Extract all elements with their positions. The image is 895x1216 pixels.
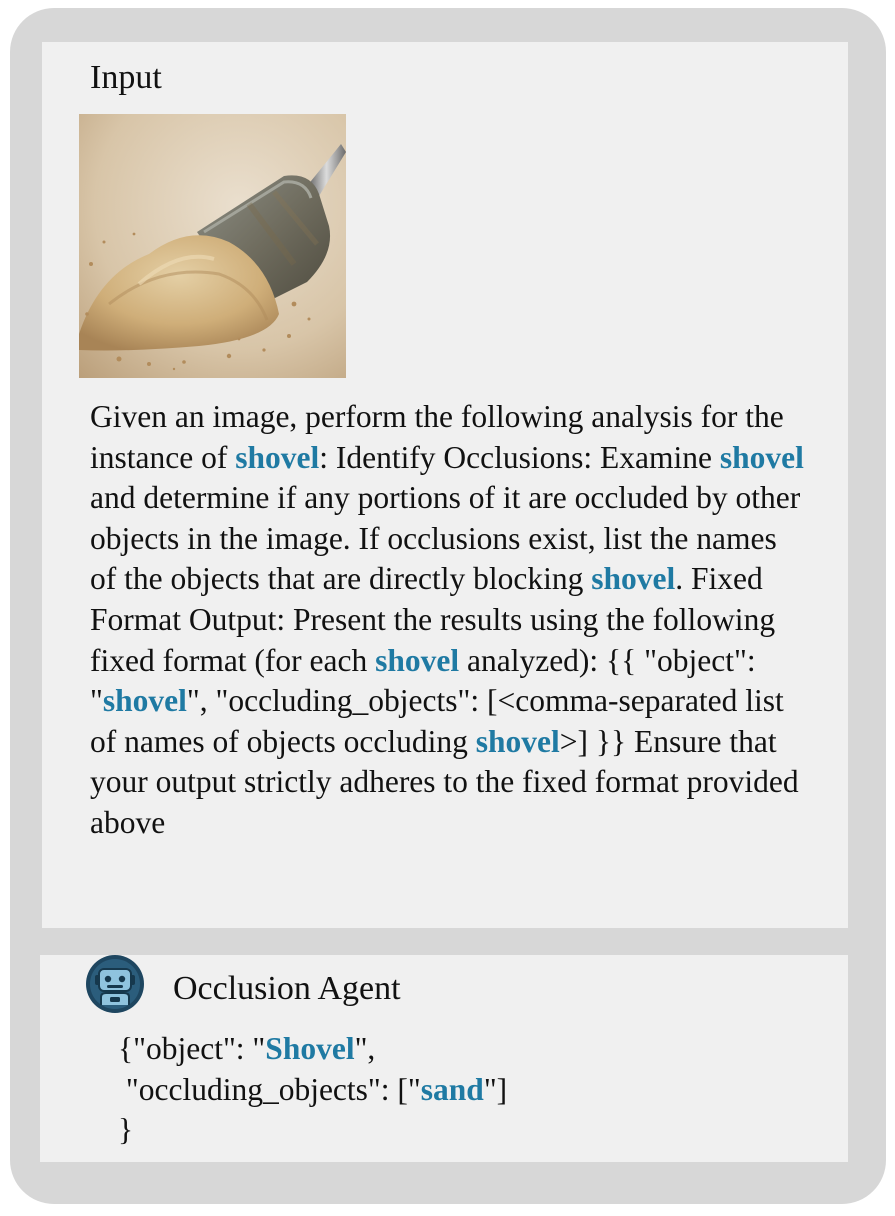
robot-icon: [86, 955, 144, 1013]
output-segment: "occluding_objects": [": [118, 1071, 421, 1107]
prompt-text: [90, 397, 810, 844]
output-line: [118, 1070, 507, 1111]
highlight-object-term: shovel: [475, 723, 560, 759]
prompt-segment: >] }} Ensure that your output strictly adheres to the fixed format provided above: [90, 723, 799, 840]
prompt-segment: analyzed): {{ "object": ": [90, 642, 756, 719]
highlight-object-term: shovel: [235, 439, 320, 475]
prompt-segment: ", "occluding_objects": [<comma-separated list of names of objects occluding: [90, 683, 784, 759]
agent-name: Occlusion Agent: [173, 970, 401, 1007]
highlight-object-term: shovel: [719, 439, 804, 475]
output-line: }: [118, 1112, 134, 1148]
output-occluder-value: sand: [420, 1071, 484, 1107]
shovel-sand-image: [79, 114, 346, 378]
prompt-segment: Given an image, perform the following analysis for the instance of: [90, 399, 784, 475]
highlight-object-term: shovel: [102, 683, 187, 719]
highlight-object-term: shovel: [591, 561, 676, 597]
output-segment: "]: [483, 1071, 508, 1107]
agent-output: [118, 1029, 507, 1151]
highlight-object-term: shovel: [375, 642, 460, 678]
agent-panel: [40, 955, 848, 1162]
output-line: [118, 1029, 507, 1070]
output-segment: ",: [354, 1031, 376, 1066]
prompt-segment: . Fixed Format Output: Present the results using the following fixed format (for each: [90, 561, 776, 678]
prompt-segment: : Identify Occlusions: Examine: [319, 439, 720, 475]
prompt-segment: and determine if any portions of it are occluded by other objects in the image. If occlusions exist, list the names of the objects that are directly blocking: [90, 480, 801, 597]
input-heading: Input: [90, 59, 162, 96]
output-segment: {"object": ": [118, 1031, 266, 1066]
input-panel: [42, 42, 848, 928]
output-object-value: Shovel: [265, 1031, 355, 1066]
